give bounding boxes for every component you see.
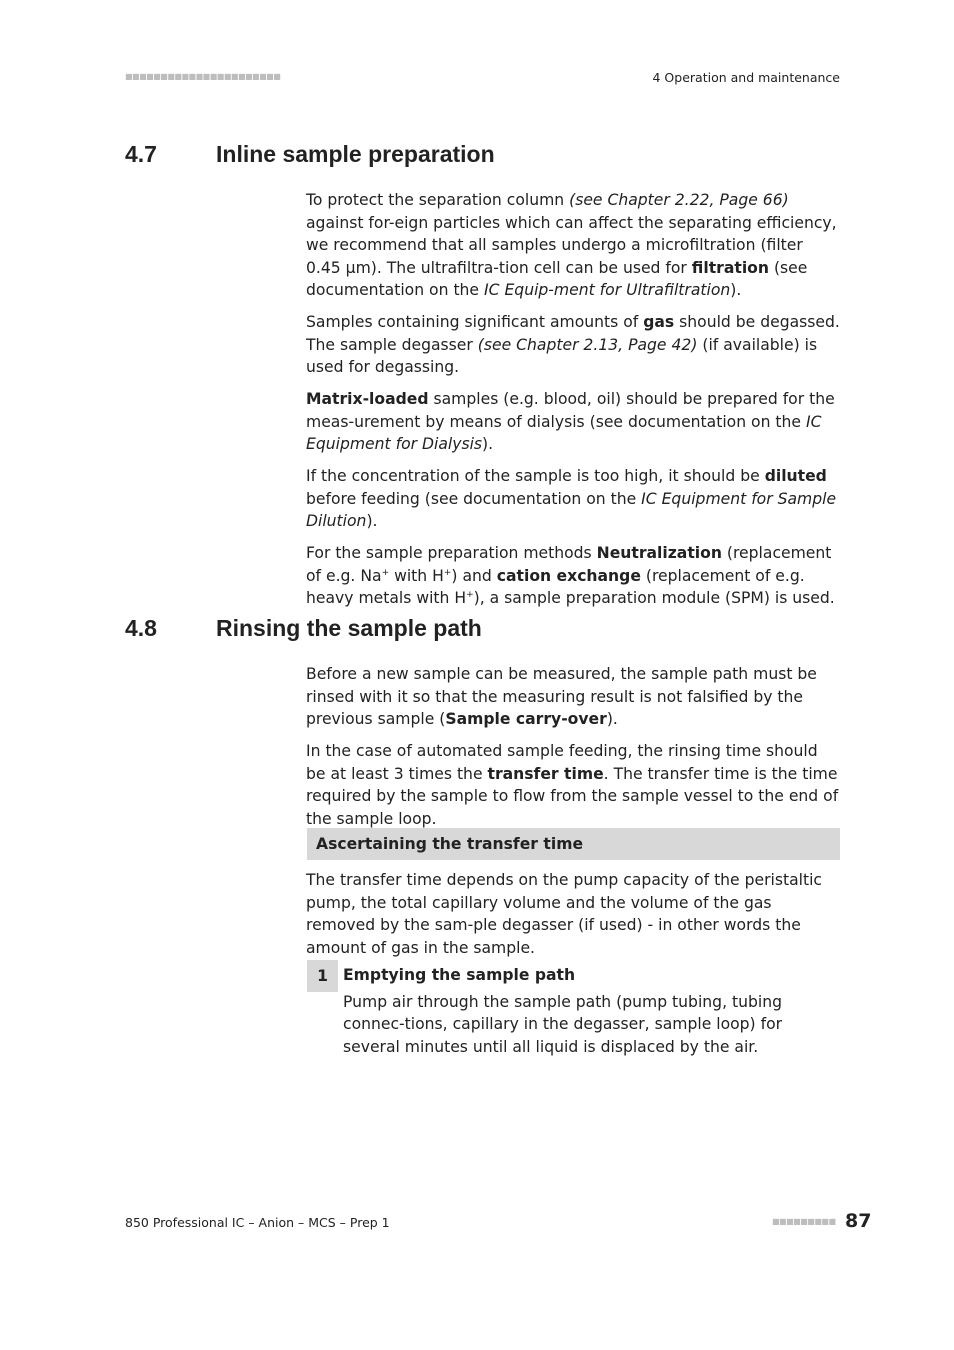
text: (if available) is used for degassing.	[306, 335, 818, 376]
section-number: 4.7	[125, 141, 157, 167]
paragraph: The transfer time depends on the pump capacity of the peristaltic pump, the total capillary volume and the volume of the gas removed by the sam-ple degasser (if used) - in other words the amount of gas in the sample.	[306, 871, 822, 957]
section-title: Rinsing the sample path	[216, 615, 482, 641]
text: against for-eign particles which can affect the separating efficiency, we recommend that all samples undergo a microfiltration (filter 0.45 µm). The ultrafiltra-tion cell can be used for	[306, 213, 837, 277]
text: (replacement of e.g. Na	[306, 544, 832, 585]
doc-reference: IC Equipment for Dialysis	[306, 412, 822, 453]
superscript: +	[381, 567, 390, 578]
section-number: 4.8	[125, 615, 157, 641]
step-text: Pump air through the sample path (pump tubing, tubing connec-tions, capillary in the degasser, sample loop) for several minutes until all liquid is displaced by the air.	[343, 992, 783, 1056]
text: For the sample preparation methods	[306, 544, 597, 562]
emphasis: filtration	[691, 258, 769, 277]
paragraph	[306, 465, 840, 533]
emphasis: gas	[643, 313, 675, 331]
text: ), a sample preparation module (SPM) is used.	[473, 589, 835, 607]
text: ).	[366, 512, 378, 530]
header-decoration: ■■■■■■■■■■■■■■■■■■■■■■	[125, 72, 281, 81]
text: . The transfer time is the time required by the sample to flow from the sample vessel to the end of the sample loop.	[306, 764, 839, 828]
section-heading-4-8	[125, 615, 482, 642]
paragraph	[306, 663, 840, 731]
step-number-badge: 1	[307, 960, 338, 992]
text: samples (e.g. blood, oil) should be prepared for the meas-urement by means of dialysis (see documentation on the	[306, 390, 835, 431]
step-title: Emptying the sample path	[343, 966, 576, 984]
cross-reference-link[interactable]: (see Chapter 2.13, Page 42)	[477, 335, 698, 354]
paragraph	[306, 189, 840, 302]
emphasis: transfer time	[487, 764, 604, 783]
paragraph	[306, 542, 840, 610]
cross-reference-link[interactable]: (see Chapter 2.22, Page 66)	[569, 191, 789, 209]
section-heading-4-7	[125, 141, 495, 168]
emphasis: Matrix-loaded	[306, 390, 429, 408]
text: (see documentation on the	[306, 258, 808, 299]
text: ).	[730, 281, 742, 299]
text: should be degassed. The sample degasser	[306, 313, 840, 354]
text: If the concentration of the sample is too high, it should be	[306, 467, 765, 485]
paragraph	[306, 740, 840, 830]
doc-reference: IC Equipment for Sample Dilution	[306, 489, 837, 530]
text: Before a new sample can be measured, the sample path must be rinsed with it so that the measuring result is not falsified by the previous sample (	[306, 665, 817, 728]
emphasis: diluted	[764, 467, 827, 485]
text: before feeding (see documentation on the	[306, 489, 642, 508]
running-header-chapter: 4 Operation and maintenance	[652, 70, 840, 85]
emphasis: cation exchange	[496, 566, 641, 585]
subsection-body	[306, 869, 840, 969]
text: In the case of automated sample feeding, the rinsing time should be at least 3 times the	[306, 742, 818, 783]
emphasis: Sample carry-over	[445, 710, 607, 728]
paragraph	[306, 388, 840, 456]
page-number: 87	[845, 1210, 872, 1232]
superscript: +	[443, 567, 452, 578]
text: ).	[482, 435, 494, 453]
text: ) and	[451, 566, 497, 585]
text: (replacement of e.g. heavy metals with H	[306, 566, 805, 607]
emphasis: Neutralization	[596, 544, 722, 562]
footer-decoration: ■■■■■■■■■	[772, 1217, 836, 1226]
text: Samples containing significant amounts of	[306, 313, 644, 331]
section-4-8-body	[306, 663, 840, 840]
paragraph	[306, 311, 840, 379]
text: To protect the separation column	[306, 191, 570, 209]
footer-product-name: 850 Professional IC – Anion – MCS – Prep 1	[125, 1215, 390, 1230]
doc-reference: IC Equip-ment for Ultrafiltration	[484, 281, 731, 299]
section-4-7-body	[306, 189, 840, 619]
subsection-heading: Ascertaining the transfer time	[307, 828, 840, 860]
section-title: Inline sample preparation	[216, 141, 495, 167]
text: with H	[389, 566, 444, 585]
text: ).	[606, 710, 618, 728]
superscript: +	[466, 589, 474, 600]
procedure-step	[343, 964, 840, 1058]
